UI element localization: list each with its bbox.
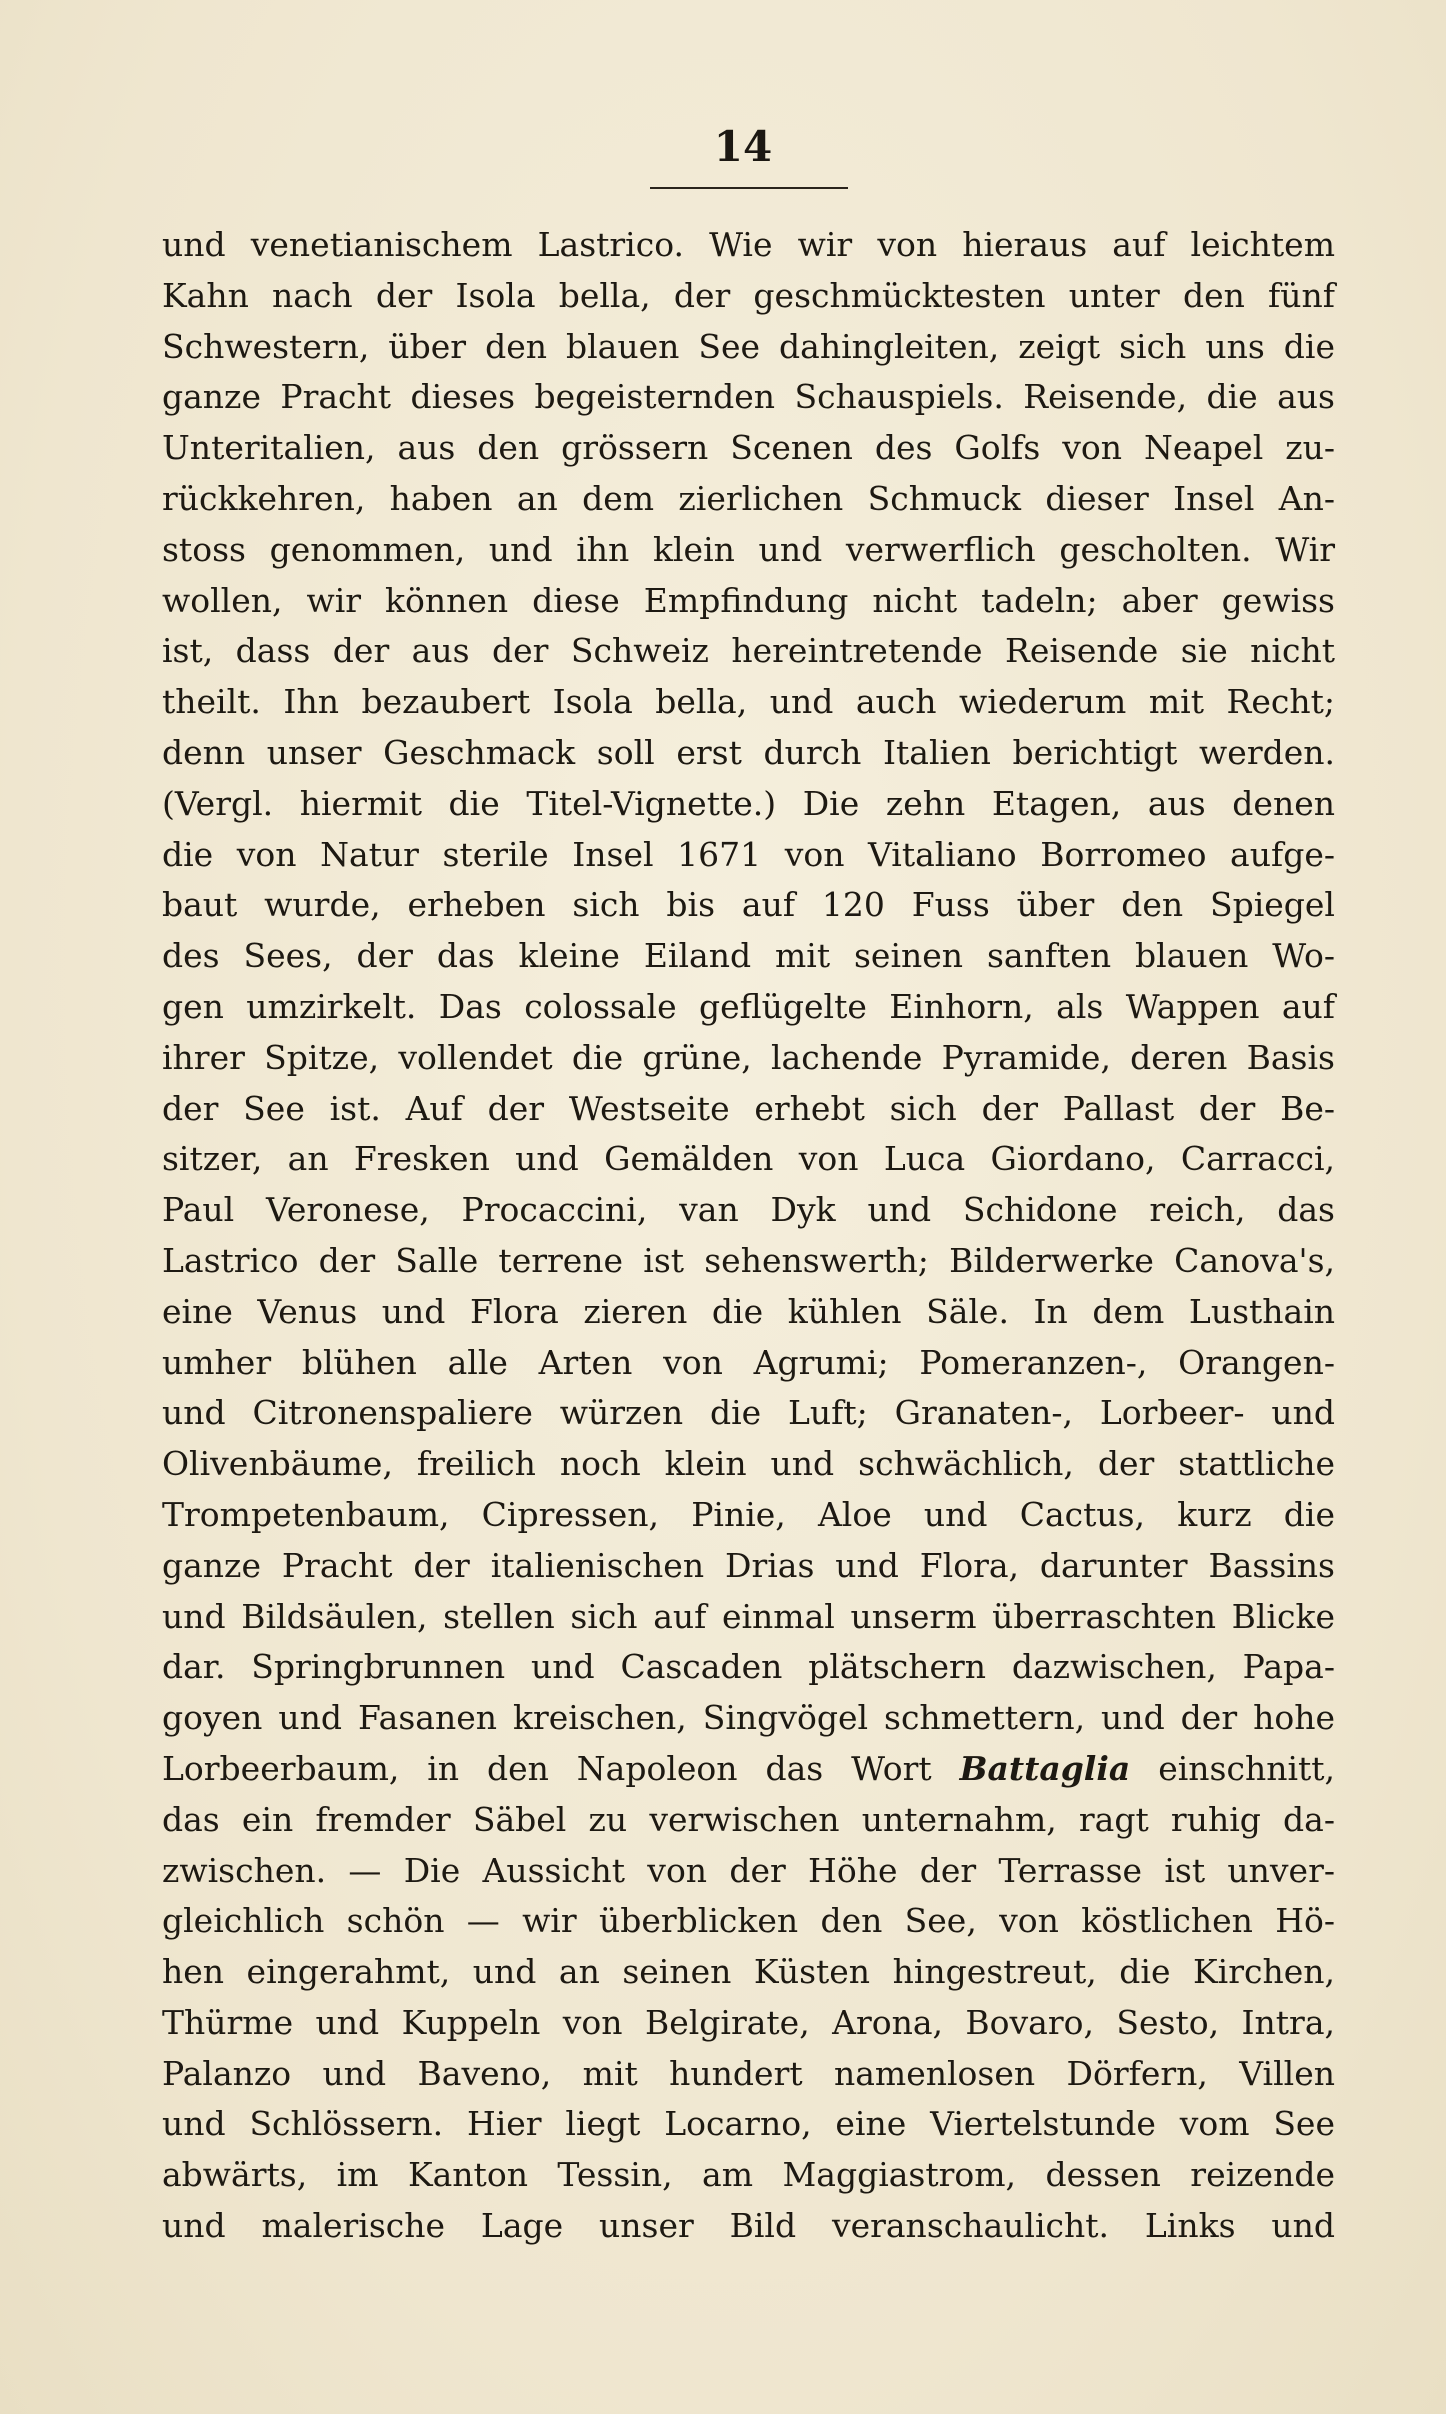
text-line: umher blühen alle Arten von Agrumi; Pomeranzen-, Orangen- bbox=[162, 1342, 1335, 1382]
text-line: stoss genommen, und ihn klein und verwerflich gescholten. Wir bbox=[162, 529, 1335, 569]
text-line: Trompetenbaum, Cipressen, Pinie, Aloe und Cactus, kurz die bbox=[162, 1494, 1335, 1534]
text-line: wollen, wir können diese Empfindung nicht tadeln; aber gewiss bbox=[162, 580, 1335, 620]
text-line: sitzer, an Fresken und Gemälden von Luca Giordano, Carracci, bbox=[162, 1139, 1335, 1179]
text-line: und Citronenspaliere würzen die Luft; Granaten-, Lorbeer- und bbox=[162, 1393, 1335, 1433]
text-line: ihrer Spitze, vollendet die grüne, lachende Pyramide, deren Basis bbox=[162, 1037, 1335, 1077]
text-line: dar. Springbrunnen und Cascaden plätschern dazwischen, Papa- bbox=[162, 1647, 1335, 1687]
page-number: 14 bbox=[713, 122, 773, 171]
text-line: gleichlich schön — wir überblicken den See, von köstlichen Hö- bbox=[162, 1901, 1335, 1941]
text-line: Kahn nach der Isola bella, der geschmücktesten unter den fünf bbox=[162, 275, 1335, 315]
text-line: und Bildsäulen, stellen sich auf einmal unserm überraschten Blicke bbox=[162, 1596, 1335, 1636]
text-line: das ein fremder Säbel zu verwischen unternahm, ragt ruhig da- bbox=[162, 1799, 1335, 1839]
text-line: (Vergl. hiermit die Titel-Vignette.) Die zehn Etagen, aus denen bbox=[162, 783, 1335, 823]
text-line: Paul Veronese, Procaccini, van Dyk und Schidone reich, das bbox=[162, 1190, 1335, 1230]
text-line: Lastrico der Salle terrene ist sehenswerth; Bilderwerke Canova's, bbox=[162, 1240, 1335, 1280]
text-line: goyen und Fasanen kreischen, Singvögel schmettern, und der hohe bbox=[162, 1698, 1335, 1738]
text-line: Palanzo und Baveno, mit hundert namenlosen Dörfern, Villen bbox=[162, 2053, 1335, 2093]
text-line: der See ist. Auf der Westseite erhebt sich der Pallast der Be- bbox=[162, 1088, 1335, 1128]
text-line: Thürme und Kuppeln von Belgirate, Arona, Bovaro, Sesto, Intra, bbox=[162, 2002, 1335, 2042]
text-line: Schwestern, über den blauen See dahingleiten, zeigt sich uns die bbox=[162, 326, 1335, 366]
text-line: eine Venus und Flora zieren die kühlen Säle. In dem Lusthain bbox=[162, 1291, 1335, 1331]
text-line: zwischen. — Die Aussicht von der Höhe der Terrasse ist unver- bbox=[162, 1850, 1335, 1890]
text-line: und venetianischem Lastrico. Wie wir von hieraus auf leichtem bbox=[162, 225, 1335, 264]
text-line: abwärts, im Kanton Tessin, am Maggiastrom, dessen reizende bbox=[162, 2155, 1335, 2195]
text-line: und malerische Lage unser Bild veranschaulicht. Links und bbox=[162, 2206, 1335, 2246]
body-text bbox=[162, 220, 1335, 2252]
text-line: ganze Pracht der italienischen Drias und Flora, darunter Bassins bbox=[162, 1545, 1335, 1585]
text-line: hen eingerahmt, und an seinen Küsten hingestreut, die Kirchen, bbox=[162, 1952, 1335, 1992]
header-rule bbox=[650, 187, 848, 189]
text-line: des Sees, der das kleine Eiland mit seinen sanften blauen Wo- bbox=[162, 936, 1335, 976]
text-line: theilt. Ihn bezaubert Isola bella, und auch wiederum mit Recht; bbox=[162, 682, 1335, 722]
text-line: Olivenbäume, freilich noch klein und schwächlich, der stattliche bbox=[162, 1444, 1335, 1484]
text-line: denn unser Geschmack soll erst durch Italien berichtigt werden. bbox=[162, 732, 1335, 772]
text-line: gen umzirkelt. Das colossale geflügelte Einhorn, als Wappen auf bbox=[162, 986, 1335, 1026]
text-line: baut wurde, erheben sich bis auf 120 Fuss über den Spiegel bbox=[162, 885, 1335, 925]
text-line: ganze Pracht dieses begeisternden Schauspiels. Reisende, die aus bbox=[162, 377, 1335, 417]
italic-word: Battaglia bbox=[959, 1748, 1131, 1788]
text-line: und Schlössern. Hier liegt Locarno, eine Viertelstunde vom See bbox=[162, 2104, 1335, 2144]
text-segment: einschnitt, bbox=[1158, 1748, 1336, 1788]
text-line-with-italic bbox=[162, 1744, 1335, 1795]
text-line: rückkehren, haben an dem zierlichen Schmuck dieser Insel An- bbox=[162, 478, 1335, 518]
text-line: ist, dass der aus der Schweiz hereintretende Reisende sie nicht bbox=[162, 631, 1335, 671]
text-line: die von Natur sterile Insel 1671 von Vitaliano Borromeo aufge- bbox=[162, 834, 1335, 874]
text-line: Unteritalien, aus den grössern Scenen des Golfs von Neapel zu- bbox=[162, 428, 1335, 468]
text-segment: Lorbeerbaum, in den Napoleon das Wort bbox=[162, 1748, 932, 1788]
